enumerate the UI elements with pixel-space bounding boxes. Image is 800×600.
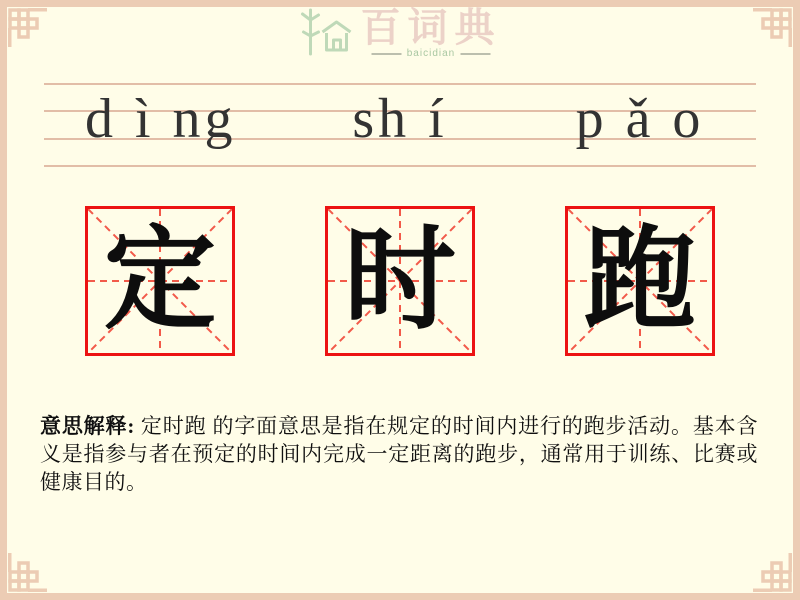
brand-logo — [299, 6, 502, 59]
pinyin-guideline-1 — [44, 83, 756, 85]
explanation-section — [40, 412, 758, 496]
brand-tagline — [372, 48, 490, 59]
tagline-rule-right — [460, 53, 490, 55]
corner-ornament-top-left — [7, 7, 47, 47]
character-box-1 — [85, 206, 235, 356]
character-glyph: 时 — [344, 219, 456, 343]
brand-tagline-text: baicidian — [406, 48, 456, 59]
character-glyph: 定 — [104, 219, 216, 343]
explanation-text: 定时跑 的字面意思是指在规定的时间内进行的跑步活动。基本含义是指参与者在预定的时间内完成一定距离的跑步，通常用于训练、比赛或健康目的。 — [40, 414, 758, 494]
character-box-2 — [325, 206, 475, 356]
pinyin-guideline-4 — [44, 165, 756, 167]
explanation-label: 意思解释: — [40, 414, 135, 438]
baicidian-seal-icon — [299, 6, 355, 58]
corner-ornament-bottom-right — [753, 553, 793, 593]
corner-ornament-top-right — [753, 7, 793, 47]
pinyin-syllable-pao: p ǎ o — [575, 88, 705, 150]
brand-name: 百词典 — [360, 5, 502, 50]
pinyin-syllable-ding: d ì ng — [85, 88, 237, 150]
character-box-3 — [565, 206, 715, 356]
pinyin-row — [85, 88, 715, 150]
pinyin-syllable-shi: sh í — [352, 88, 448, 150]
tagline-rule-left — [372, 53, 402, 55]
character-glyph: 跑 — [584, 219, 696, 343]
corner-ornament-bottom-left — [7, 553, 47, 593]
character-grid-row — [85, 206, 715, 356]
